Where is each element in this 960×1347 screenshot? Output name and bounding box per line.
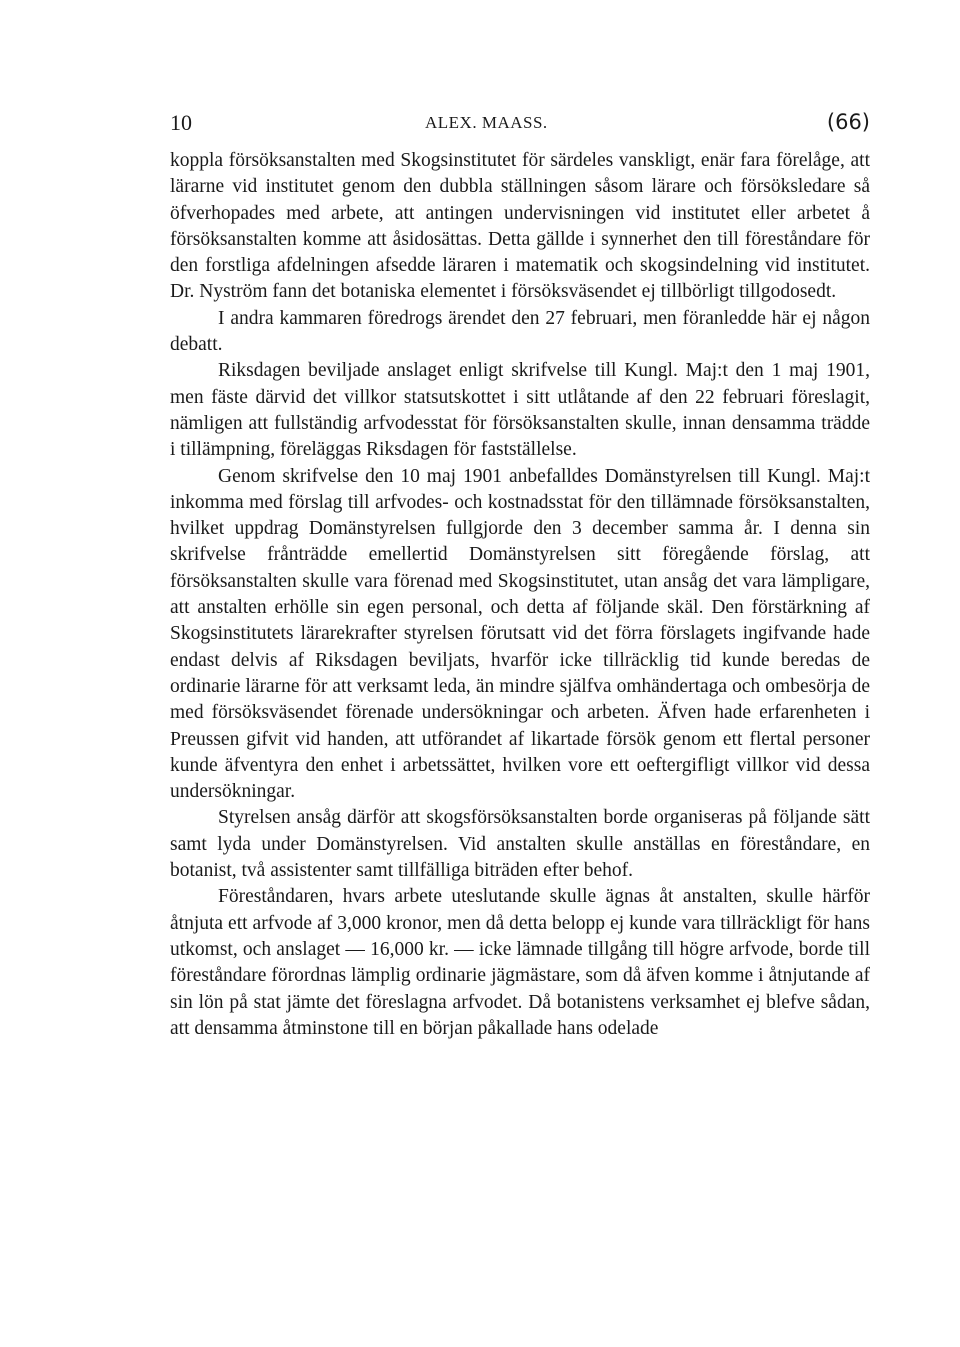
- paragraph: Styrelsen ansåg därför att skogsförsöksanstalten borde organiseras på följande sätt samt lyda under Domänstyrelsen. Vid anstalten skulle anställas en föreståndare, en botanist, två assistenter samt tillfälliga biträden efter behof.: [170, 807, 870, 882]
- page-reference: (66): [826, 110, 870, 134]
- paragraph: Riksdagen beviljade anslaget enligt skrifvelse till Kungl. Maj:t den 1 maj 1901, men fäste därvid det villkor statsutskottet i sitt utlåtande af den 22 februari föreslagit, nämligen att fullständig arfvodesstat för försöksanstalten skulle, innan densamma trädde i tillämpning, föreläggas Riksdagen för fastställelse.: [170, 360, 870, 461]
- page-header: [170, 110, 870, 140]
- page-number: 10: [170, 110, 192, 135]
- paragraph: Genom skrifvelse den 10 maj 1901 anbefalldes Domänstyrelsen till Kungl. Maj:t inkomma med förslag till arfvodes- och kostnadsstat för den tillämnade försöksanstalten, hvilket uppdrag Domänstyrelsen fullgjorde den 3 december samma år. I denna sin skrifvelse frånträdde emellertid Domänstyrelsen sitt föregående förslag, att försöksanstalten skulle vara förenad med Skogsinstitutet, utan ansåg det vara lämpligare, att anstalten erhölle sin egen personal, och detta af följande skäl. Den förstärkning af Skogsinstitutets lärarekrafter styrelsen förutsatt vid det förra förslagets ingifvande hade endast delvis af Riksdagen beviljats, hvarför icke tillräcklig tid kunde beredas de ordinarie lärarne för att verksamt leda, än mindre själfva omhändertaga och ombesörja de med försöksväsendet förenade undersökningar och arbeten. Äfven hade erfarenheten i Preussen gifvit vid handen, att utförandet af likartade försök genom ett flertal personer kunde äfventyra den enhet i arbetssättet, hvilken vore ett oeftergifligt villkor vid dessa undersökningar.: [170, 465, 870, 803]
- paragraph: koppla försöksanstalten med Skogsinstitutet för särdeles vanskligt, enär fara förelåge, att lärarne vid institutet genom den dubbla ställningen såsom lärare och försöksledare så öfverhopades med arbete, att antingen undervisningen vid institutet eller arbetet å försöksanstalten komme att åsidosättas. Detta gällde i synnerhet den till föreståndare för den forstliga afdelningen afsedde läraren i matematik och skogsindelning vid institutet. Dr. Nyström fann det botaniska elementet i försöksväsendet ej tillbörligt tillgodosedt.: [170, 150, 870, 303]
- body-text: [170, 148, 870, 1042]
- paragraph: Föreståndaren, hvars arbete uteslutande skulle ägnas åt anstalten, skulle härför åtnjuta ett arfvode af 3,000 kronor, men då detta belopp ej kunde vara tillräckligt för hans utkomst, och anslaget — 16,000 kr. — icke lämnade tillgång till högre arfvode, borde till föreståndare förordnas lämplig ordinarie jägmästare, som då äfven komme i åtnjutande af sin lön på stat jämte det föreslagna arfvodet. Då botanistens verksamhet ej blefve sådan, att densamma åtminstone till en början påkallade hans odelade: [170, 886, 870, 1039]
- running-title: ALEX. MAASS.: [425, 113, 548, 132]
- paragraph: I andra kammaren föredrogs ärendet den 27 februari, men föranledde här ej någon debatt.: [170, 307, 870, 356]
